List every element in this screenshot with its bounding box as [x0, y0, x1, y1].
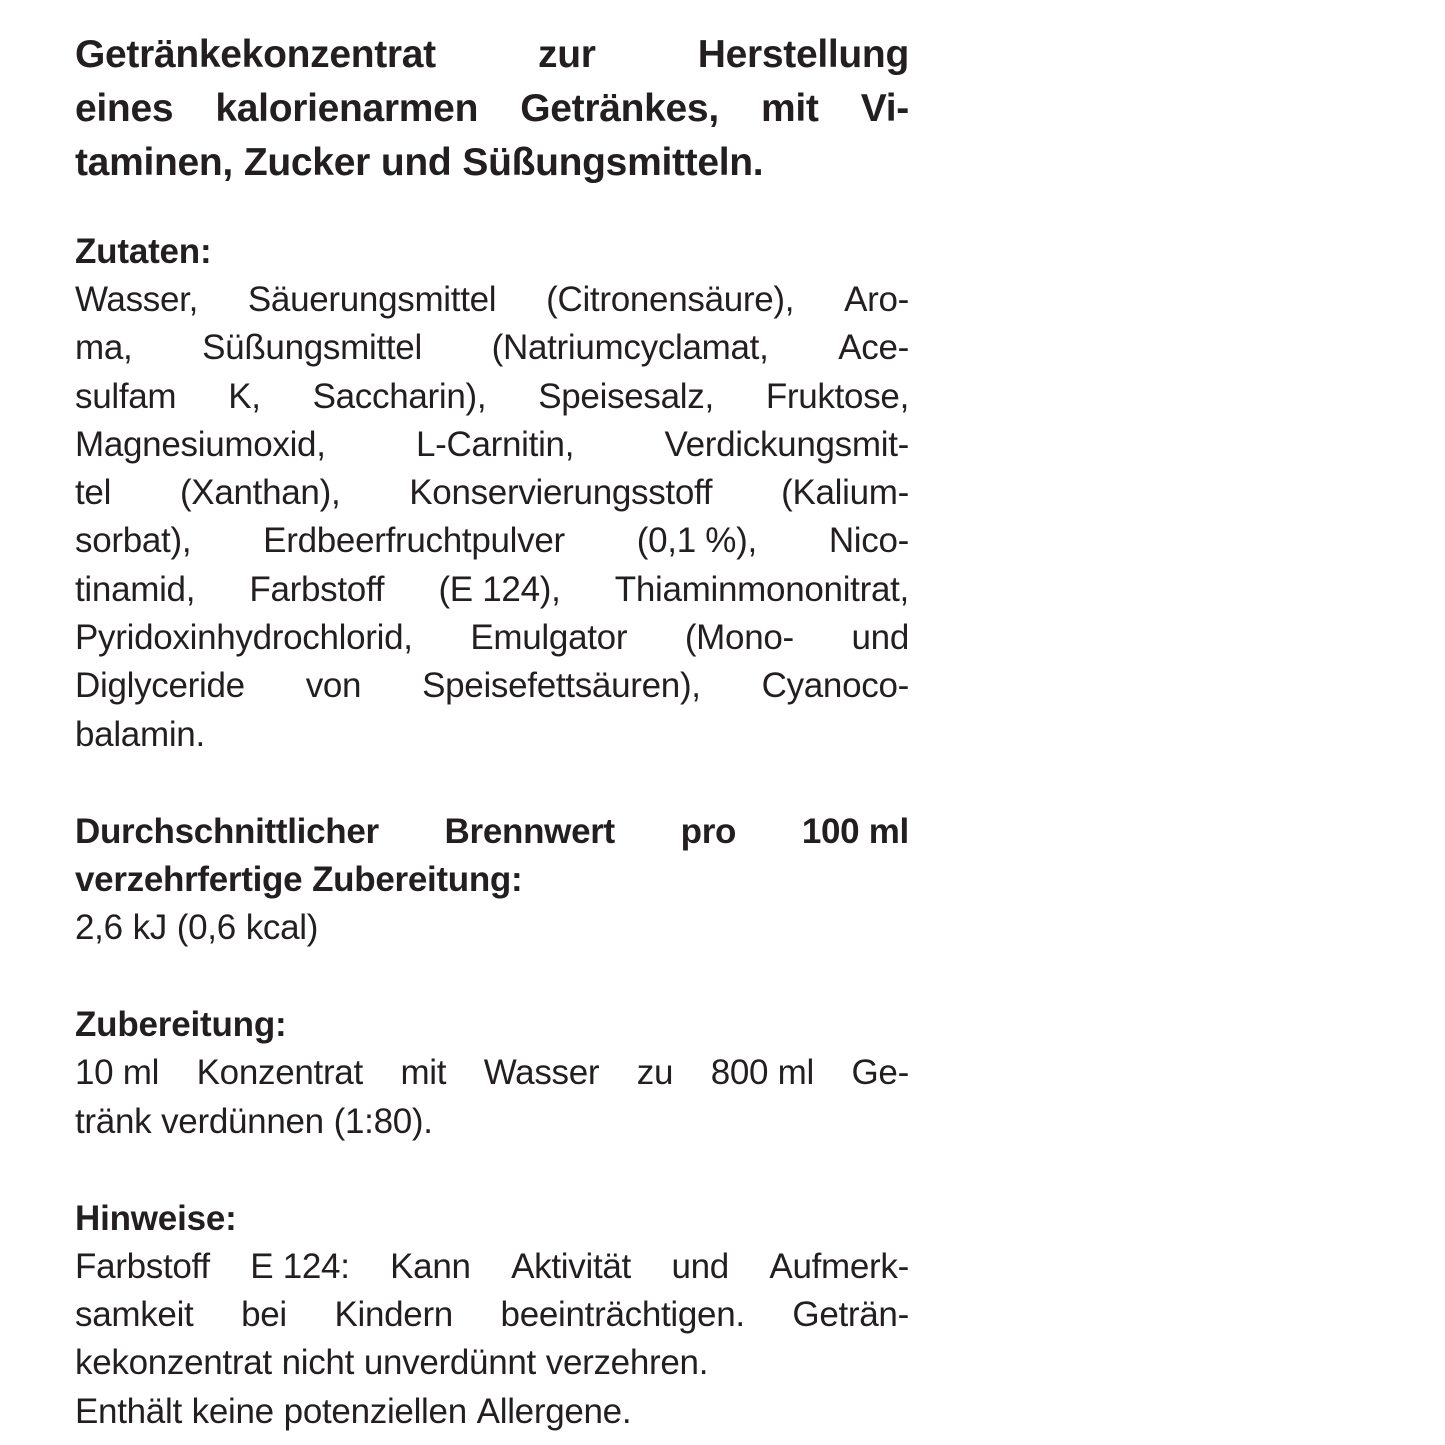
ingredients-line: Diglyceride von Speisefettsäuren), Cyanoco-: [75, 666, 909, 706]
notes-line: Farbstoff E 124: Kann Aktivität und Aufmerk-: [75, 1246, 909, 1286]
notes-section: [75, 1195, 909, 1436]
ingredients-line: balamin.: [75, 714, 205, 754]
title-line: eines kalorienarmen Getränkes, mit Vi-: [75, 87, 909, 130]
energy-heading-line: verzehrfertige Zubereitung:: [75, 859, 523, 899]
energy-value: 2,6 kJ (0,6 kcal): [75, 907, 319, 947]
ingredients-line: tinamid, Farbstoff (E 124), Thiaminmononitrat,: [75, 569, 909, 609]
preparation-line: 10 ml Konzentrat mit Wasser zu 800 ml Ge-: [75, 1053, 909, 1093]
energy-heading-line: Durchschnittlicher Brennwert pro 100 ml: [75, 811, 909, 851]
ingredients-heading: Zutaten:: [75, 232, 212, 271]
energy-section: [75, 808, 909, 952]
allergen-note: Enthält keine potenziellen Allergene.: [75, 1391, 632, 1431]
ingredients-line: ma, Süßungsmittel (Natriumcyclamat, Ace-: [75, 328, 909, 368]
product-title: [75, 28, 909, 190]
product-label-text: [75, 28, 909, 1436]
preparation-line: tränk verdünnen (1:80).: [75, 1101, 433, 1141]
ingredients-section: [75, 228, 909, 759]
title-line: Getränkekonzentrat zur Herstellung: [75, 33, 909, 76]
ingredients-line: tel (Xanthan), Konservierungsstoff (Kalium-: [75, 473, 909, 513]
ingredients-line: Pyridoxinhydrochlorid, Emulgator (Mono- und: [75, 618, 909, 658]
preparation-section: [75, 1001, 909, 1146]
ingredients-line: sulfam K, Saccharin), Speisesalz, Fruktose,: [75, 376, 909, 416]
notes-line: samkeit bei Kindern beeinträchtigen. Geträn-: [75, 1295, 909, 1335]
ingredients-line: Wasser, Säuerungsmittel (Citronensäure), Aro-: [75, 280, 909, 319]
ingredients-line: Magnesiumoxid, L-Carnitin, Verdickungsmit-: [75, 424, 909, 464]
notes-heading: Hinweise:: [75, 1198, 237, 1238]
title-line: taminen, Zucker und Süßungsmitteln.: [75, 141, 764, 184]
ingredients-line: sorbat), Erdbeerfruchtpulver (0,1 %), Nico-: [75, 521, 909, 561]
preparation-heading: Zubereitung:: [75, 1005, 287, 1045]
notes-line: kekonzentrat nicht unverdünnt verzehren.: [75, 1343, 709, 1383]
